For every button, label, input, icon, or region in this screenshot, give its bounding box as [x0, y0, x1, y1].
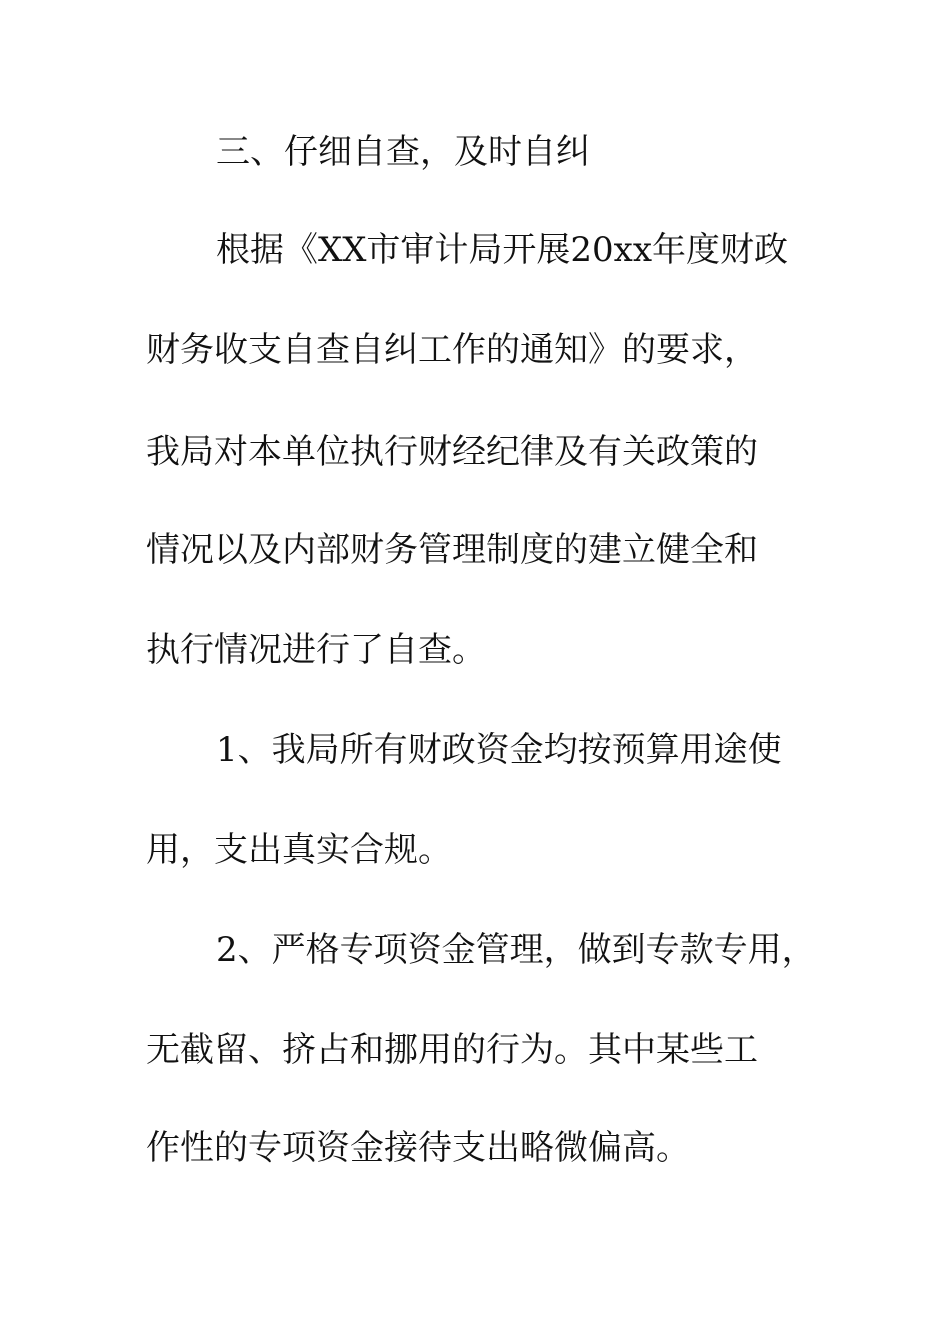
- paragraph-line: 情况以及内部财务管理制度的建立健全和: [146, 530, 758, 570]
- paragraph-line: 根据《XX市审计局开展20xx年度财政: [216, 230, 789, 270]
- list-item-2-continued: 无截留、挤占和挪用的行为。其中某些工: [146, 1030, 758, 1070]
- paragraph-line: 我局对本单位执行财经纪律及有关政策的: [146, 432, 758, 472]
- section-heading: 三、仔细自查，及时自纠: [216, 132, 590, 172]
- paragraph-line: 财务收支自查自纠工作的通知》的要求，: [146, 330, 758, 370]
- list-item-2: 2、严格专项资金管理，做到专款专用，: [216, 930, 816, 970]
- paragraph-line: 执行情况进行了自查。: [146, 630, 486, 670]
- list-item-1: 1、我局所有财政资金均按预算用途使: [216, 730, 782, 770]
- list-item-1-continued: 用，支出真实合规。: [146, 830, 452, 870]
- list-item-2-continued: 作性的专项资金接待支出略微偏高。: [146, 1128, 690, 1168]
